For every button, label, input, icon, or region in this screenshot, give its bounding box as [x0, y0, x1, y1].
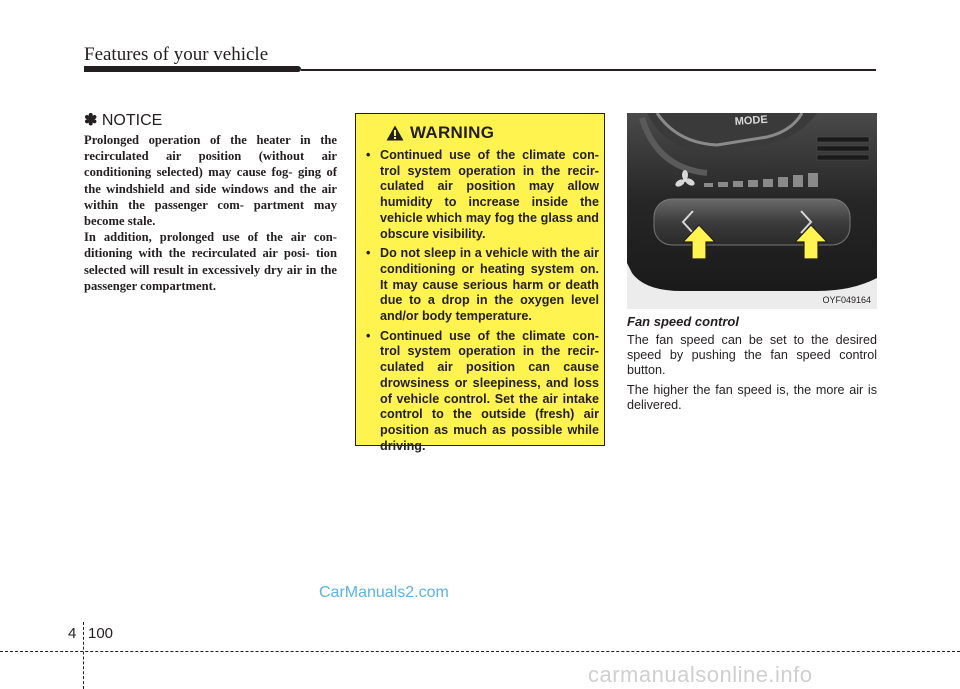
fan-speed-heading: Fan speed control: [627, 314, 739, 329]
warning-triangle-icon: [386, 125, 404, 141]
header-rule-thick: [84, 66, 301, 72]
warning-item-2: • Do not sleep in a vehicle with the air conditioning or heating system on. It may cause serious harm or death due to a drop in the oxygen level and/or body temperature.: [366, 246, 599, 325]
notice-section: [84, 112, 337, 294]
footer-vertical-divider: [83, 622, 84, 689]
figure-code: OYF049164: [822, 295, 871, 305]
fan-speed-section: [627, 314, 877, 417]
footer-divider: [0, 651, 960, 652]
fan-speed-paragraph-2: The higher the fan speed is, the more air is delivered.: [627, 382, 877, 412]
fan-speed-paragraph-1: The fan speed can be set to the desired speed by pushing the fan speed control button.: [627, 333, 877, 378]
notice-paragraph-1: Prolonged operation of the heater in the recirculated air position (without air conditioning selected) may cause fog- ging of the windshield and side windows and the air within the passenger com- partment may become stale.: [84, 133, 337, 229]
warning-item-1: • Continued use of the climate con- trol system operation in the recir- culated air position may allow humidity to increase inside the vehicle which may fog the glass and obscure visibility.: [366, 148, 599, 242]
climate-panel-illustration: [627, 113, 877, 309]
section-number: 4: [68, 625, 77, 642]
warning-box: [355, 113, 605, 453]
footer-watermark: carmanualsonline.info: [588, 662, 813, 687]
fan-control-figure: [627, 113, 877, 309]
mode-label: MODE: [734, 113, 769, 128]
warning-title-label: WARNING: [410, 123, 495, 142]
warning-title: [386, 123, 494, 143]
page-header-title: Features of your vehicle: [84, 44, 269, 65]
warning-list: [366, 148, 599, 458]
header-rule-thin: [301, 69, 876, 71]
warning-item-3: • Continued use of the climate con- trol system operation in the recir- culated air position can cause drowsiness or sleepiness, and loss of vehicle control. Set the air intake control to the outside (fresh) air position as much as possible while driving.: [366, 329, 599, 455]
notice-paragraph-2: In addition, prolonged use of the air con- ditioning with the recirculated air posi- tion selected will result in excessively dry air in the passenger compartment.: [84, 230, 337, 293]
notice-heading-label: NOTICE: [101, 112, 163, 129]
notice-heading: [84, 112, 337, 130]
notice-star-icon: ✽: [84, 112, 98, 129]
site-watermark-link[interactable]: CarManuals2.com: [319, 584, 449, 601]
page-number: 100: [88, 625, 114, 642]
